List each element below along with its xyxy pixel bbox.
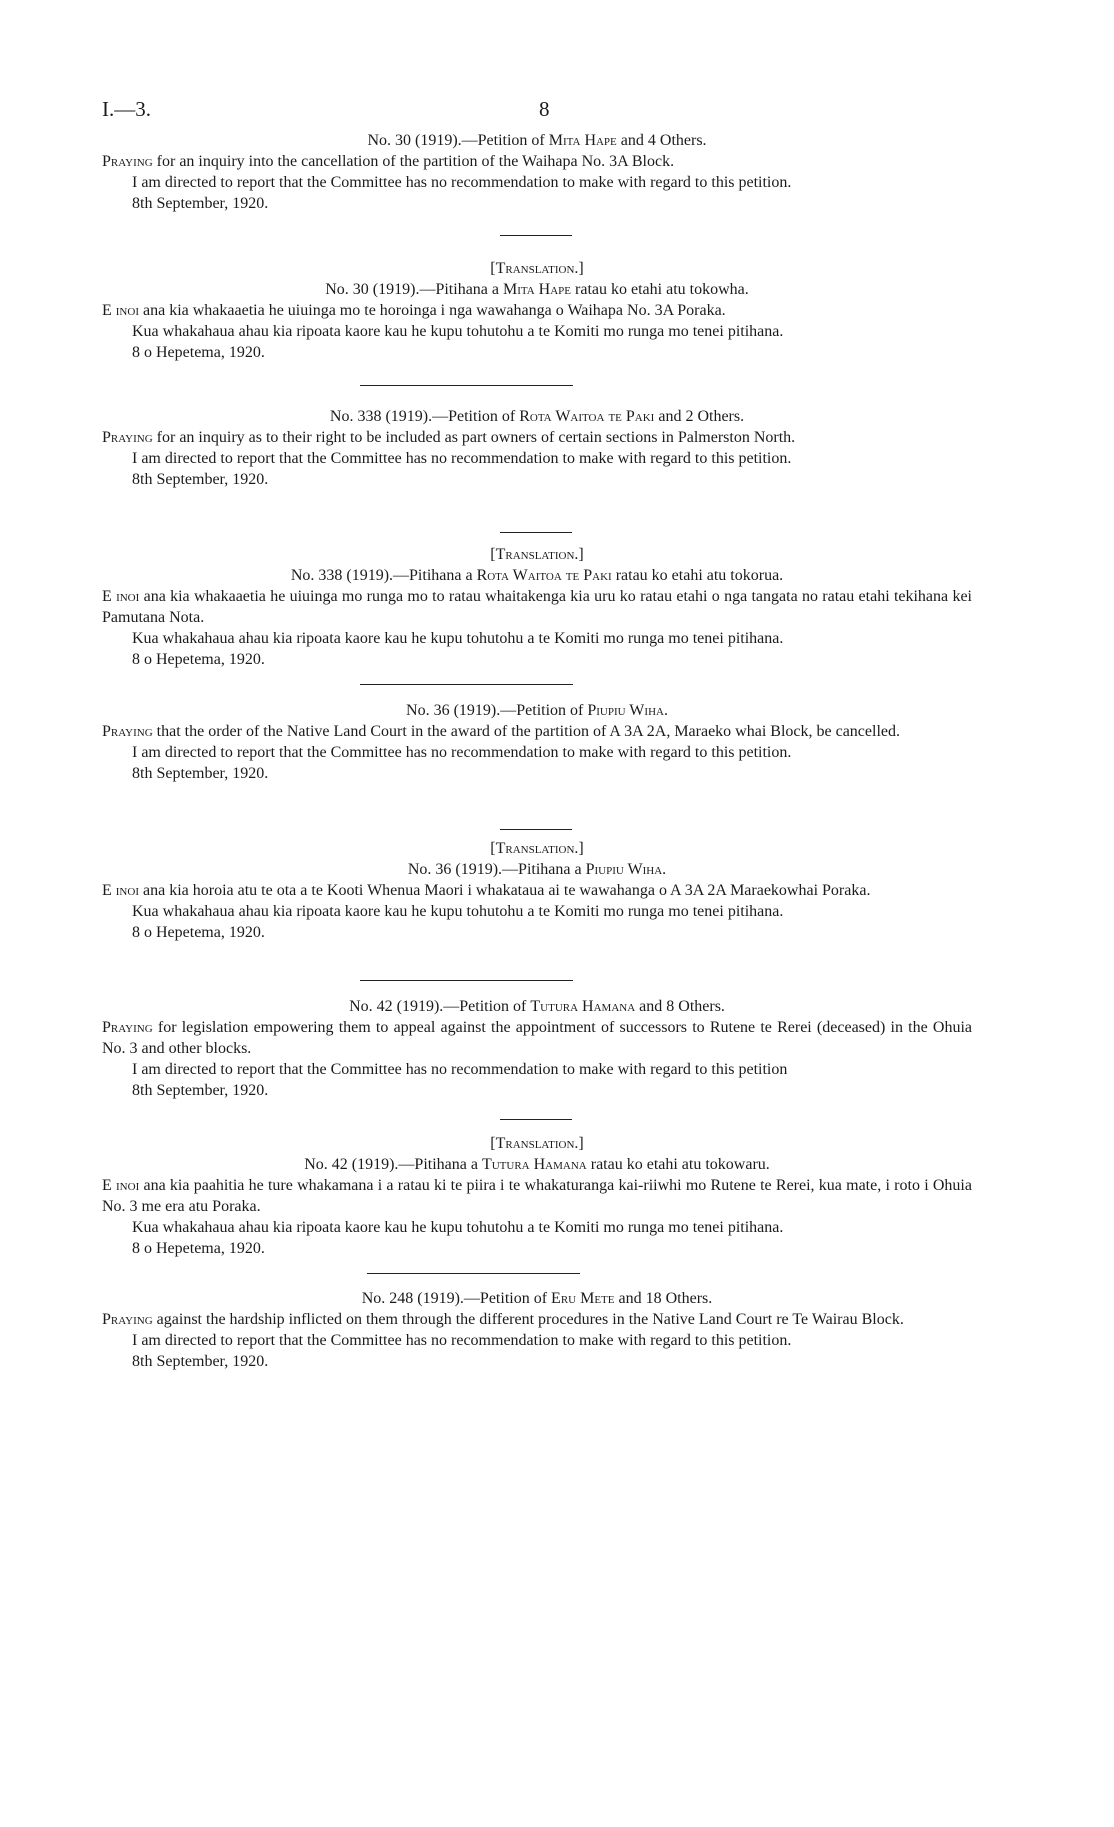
translation-label: [Translation.] (490, 260, 584, 277)
translation-date: 8 o Hepetema, 1920. (132, 651, 265, 668)
petition-prayer: Praying that the order of the Native Land Court in the award of the partition of A 3A 2A, Maraeko whai Block, be cancelled. (102, 723, 900, 740)
translation-date: 8 o Hepetema, 1920. (132, 924, 265, 941)
petition-section-338 (102, 406, 972, 490)
petition-title: No. 30 (1919).—Petition of Mita Hape and 4 Others. (367, 132, 707, 149)
divider-short (500, 235, 572, 236)
translation-title: No. 42 (1919).—Pitihana a Tutura Hamana ratau ko etahi atu tokowaru. (304, 1156, 770, 1173)
translation-label: [Translation.] (490, 840, 584, 857)
committee-report: I am directed to report that the Committee has no recommendation to make with regard to this petition. (132, 744, 792, 761)
translation-section-42 (102, 1133, 972, 1259)
document-page (102, 0, 972, 1827)
report-date: 8th September, 1920. (132, 471, 269, 488)
document-reference: I.—3. (102, 97, 151, 121)
petition-title: No. 36 (1919).—Petition of Piupiu Wiha. (406, 702, 668, 719)
translation-label: [Translation.] (490, 1135, 584, 1152)
translation-report: Kua whakahaua ahau kia ripoata kaore kau he kupu tohutohu a te Komiti mo runga mo tenei pitihana. (132, 630, 784, 647)
translation-prayer: E inoi ana kia whakaaetia he uiuinga mo te horoinga i nga wawahanga o Waihapa No. 3A Poraka. (102, 302, 726, 319)
committee-report: I am directed to report that the Committee has no recommendation to make with regard to this petition (132, 1061, 788, 1078)
petition-title: No. 42 (1919).—Petition of Tutura Hamana and 8 Others. (349, 998, 725, 1015)
translation-report: Kua whakahaua ahau kia ripoata kaore kau he kupu tohutohu a te Komiti mo runga mo tenei pitihana. (132, 903, 784, 920)
divider-short (500, 829, 572, 830)
committee-report: I am directed to report that the Committee has no recommendation to make with regard to this petition. (132, 1332, 792, 1349)
page-header (102, 99, 972, 129)
petition-prayer: Praying against the hardship inflicted on them through the different procedures in the Native Land Court re Te Wairau Block. (102, 1311, 904, 1328)
translation-title: No. 36 (1919).—Pitihana a Piupiu Wiha. (407, 861, 667, 878)
divider-long (360, 385, 573, 386)
petition-section-248 (102, 1288, 972, 1372)
page-number: 8 (539, 97, 550, 121)
translation-report: Kua whakahaua ahau kia ripoata kaore kau he kupu tohutohu a te Komiti mo runga mo tenei pitihana. (132, 1219, 784, 1236)
translation-title: No. 338 (1919).—Pitihana a Rota Waitoa te Paki ratau ko etahi atu tokorua. (290, 567, 784, 584)
petition-title: No. 248 (1919).—Petition of Eru Mete and 18 Others. (361, 1290, 713, 1307)
petition-section-30 (102, 130, 972, 214)
translation-prayer: E inoi ana kia horoia atu te ota a te Kooti Whenua Maori i whakataua ai te wawahanga o A 3A 2A Maraekowhai Poraka. (102, 882, 871, 899)
petition-prayer: Praying for an inquiry into the cancellation of the partition of the Waihapa No. 3A Block. (102, 153, 675, 170)
petition-prayer: Praying for legislation empowering them to appeal against the appointment of successors to Rutene te Rerei (deceased) in the Ohuia No. 3 and other blocks. (102, 1019, 972, 1057)
petition-section-36 (102, 700, 972, 784)
petition-prayer: Praying for an inquiry as to their right to be included as part owners of certain sections in Palmerston North. (102, 429, 796, 446)
translation-date: 8 o Hepetema, 1920. (132, 1240, 265, 1257)
divider-long (360, 684, 573, 685)
translation-section-30 (102, 258, 972, 363)
translation-label: [Translation.] (490, 546, 584, 563)
translation-date: 8 o Hepetema, 1920. (132, 344, 265, 361)
committee-report: I am directed to report that the Committee has no recommendation to make with regard to this petition. (132, 174, 792, 191)
petition-section-42 (102, 996, 972, 1101)
translation-section-36 (102, 838, 972, 943)
report-date: 8th September, 1920. (132, 1353, 269, 1370)
translation-prayer: E inoi ana kia paahitia he ture whakamana i a ratau ki te piira i te whakaturanga kai-riiwhi mo Rutene te Rerei, kua mate, i roto i Ohuia No. 3 me era atu Poraka. (102, 1177, 972, 1215)
translation-report: Kua whakahaua ahau kia ripoata kaore kau he kupu tohutohu a te Komiti mo runga mo tenei pitihana. (132, 323, 784, 340)
translation-title: No. 30 (1919).—Pitihana a Mita Hape ratau ko etahi atu tokowha. (325, 281, 749, 298)
report-date: 8th September, 1920. (132, 1082, 269, 1099)
divider-short (500, 532, 572, 533)
divider-long (360, 980, 573, 981)
translation-prayer: E inoi ana kia whakaaetia he uiuinga mo runga mo to ratau whaitakenga kia uru ko ratau etahi o nga tangata no ratau etahi tekihana kei Pamutana Nota. (102, 588, 972, 626)
committee-report: I am directed to report that the Committee has no recommendation to make with regard to this petition. (132, 450, 792, 467)
divider-long (367, 1273, 580, 1274)
report-date: 8th September, 1920. (132, 195, 269, 212)
translation-section-338 (102, 544, 972, 670)
petition-title: No. 338 (1919).—Petition of Rota Waitoa te Paki and 2 Others. (329, 408, 745, 425)
report-date: 8th September, 1920. (132, 765, 269, 782)
divider-short (500, 1119, 572, 1120)
